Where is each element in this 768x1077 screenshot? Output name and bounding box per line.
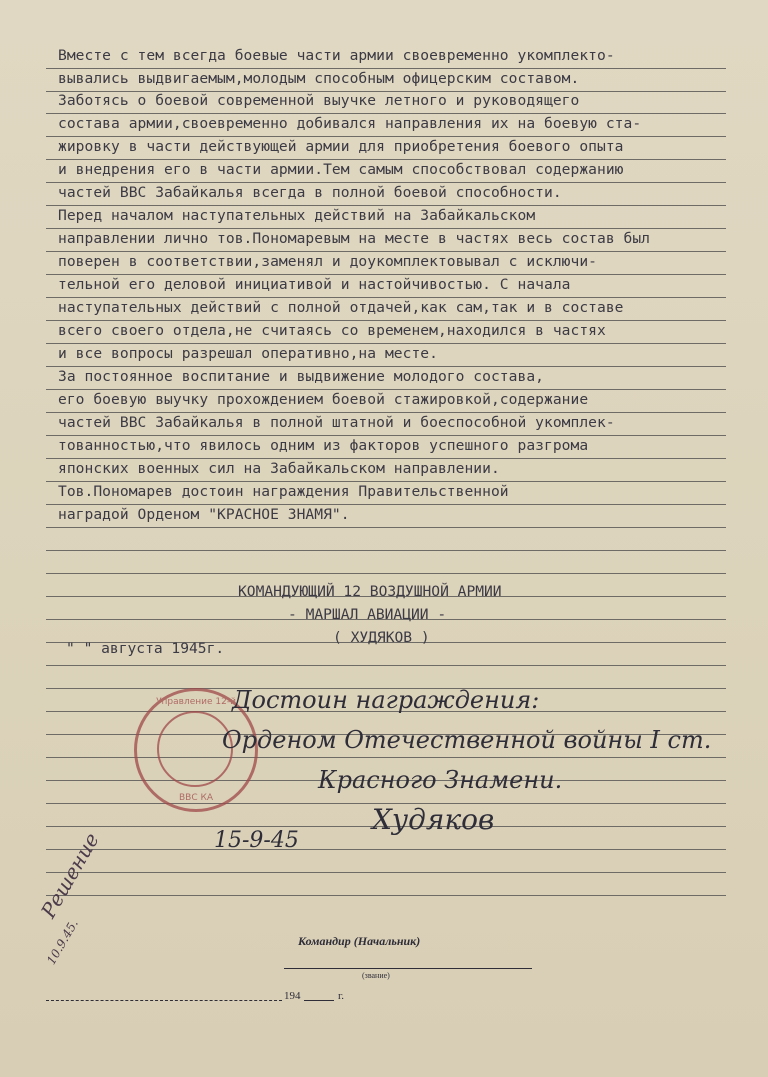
- ruled-line: [46, 68, 726, 69]
- body-line: вывались выдвигаемым,молодым способным офицерским составом.: [58, 70, 580, 87]
- ruled-line: [46, 481, 726, 482]
- rank-line: [284, 968, 532, 969]
- ruled-line: [46, 527, 726, 528]
- ruled-line: [46, 872, 726, 873]
- body-line: частей ВВС Забайкалья всегда в полной боевой способности.: [58, 184, 562, 201]
- ruled-line: [46, 412, 726, 413]
- signatory-name: ( ХУДЯКОВ ): [333, 629, 430, 646]
- body-line: и все вопросы разрешал оперативно,на месте.: [58, 345, 438, 362]
- ruled-line: [46, 320, 726, 321]
- ruled-line: [46, 665, 726, 666]
- body-line: японских военных сил на Забайкальском направлении.: [58, 460, 500, 477]
- body-line: Перед началом наступательных действий на Забайкальском: [58, 207, 536, 224]
- ruled-line: [46, 228, 726, 229]
- body-line: Заботясь о боевой современной выучке летного и руководящего: [58, 92, 580, 109]
- handwritten-margin-note: Решение: [36, 828, 104, 922]
- body-line: жировку в части действующей армии для приобретения боевого опыта: [58, 138, 624, 155]
- body-line: За постоянное воспитание и выдвижение молодого состава,: [58, 368, 544, 385]
- body-line: направлении лично тов.Пономаревым на месте в частях весь состав был: [58, 230, 651, 247]
- handwritten-date: 15-9-45: [214, 828, 299, 853]
- signatory-title: КОМАНДУЮЩИЙ 12 ВОЗДУШНОЙ АРМИИ: [238, 583, 502, 600]
- stamp-text-bottom: ВВС КА: [178, 793, 214, 803]
- ruled-line: [46, 274, 726, 275]
- body-line: его боевую выучку прохождением боевой стажировкой,содержание: [58, 391, 589, 408]
- body-line: всего своего отдела,не считаясь со временем,находился в частях: [58, 322, 606, 339]
- body-line: тельной его деловой инициативой и настойчивостью. С начала: [58, 276, 571, 293]
- stamp-text-top: Управление 12-й: [156, 697, 236, 707]
- ruled-line: [46, 849, 726, 850]
- ruled-line: [46, 205, 726, 206]
- ruled-line: [46, 251, 726, 252]
- ruled-line: [46, 113, 726, 114]
- commander-label: Командир (Начальник): [298, 934, 421, 948]
- ruled-line: [46, 343, 726, 344]
- ruled-line: [46, 366, 726, 367]
- handwritten-margin-date: 10.9.45.: [44, 917, 81, 967]
- year-line: [304, 1000, 334, 1001]
- ruled-line: [46, 458, 726, 459]
- body-line: частей ВВС Забайкалья в полной штатной и боеспособной укомплек-: [58, 414, 615, 431]
- ruled-line: [46, 573, 726, 574]
- ruled-line: [46, 159, 726, 160]
- body-line: наступательных действий с полной отдачей,как сам,так и в составе: [58, 299, 624, 316]
- handwritten-resolution-line3: Красного Знамени.: [318, 766, 563, 794]
- signatory-rank: - МАРШАЛ АВИАЦИИ -: [288, 606, 447, 623]
- body-line: и внедрения его в части армии.Тем самым способствовал содержанию: [58, 161, 624, 178]
- ruled-line: [46, 504, 726, 505]
- ruled-line: [46, 297, 726, 298]
- year-prefix: 194: [284, 990, 301, 1002]
- body-line: состава армии,своевременно добивался направления их на боевую ста-: [58, 115, 642, 132]
- ruled-line: [46, 895, 726, 896]
- body-line: Вместе с тем всегда боевые части армии своевременно укомплекто-: [58, 47, 615, 64]
- ruled-line: [46, 182, 726, 183]
- handwritten-resolution-line1: Достоин награждения:: [232, 686, 540, 714]
- ruled-line: [46, 389, 726, 390]
- handwritten-signature: Худяков: [372, 803, 495, 836]
- date-line-left: [46, 1000, 282, 1001]
- body-line: поверен в соответствии,заменял и доукомплектовывал с исключи-: [58, 253, 598, 270]
- body-line: Тов.Пономарев достоин награждения Правительственной: [58, 483, 509, 500]
- rank-caption: (звание): [362, 971, 390, 980]
- year-suffix: г.: [338, 990, 345, 1002]
- ruled-line: [46, 136, 726, 137]
- document-date: " " августа 1945г.: [66, 640, 225, 657]
- handwritten-resolution-line2: Орденом Отечественной войны I ст.: [222, 726, 712, 754]
- ruled-line: [46, 435, 726, 436]
- body-line: тованностью,что явилось одним из факторов успешного разгрома: [58, 437, 589, 454]
- body-line: наградой Орденом "КРАСНОЕ ЗНАМЯ".: [58, 506, 350, 523]
- ruled-line: [46, 550, 726, 551]
